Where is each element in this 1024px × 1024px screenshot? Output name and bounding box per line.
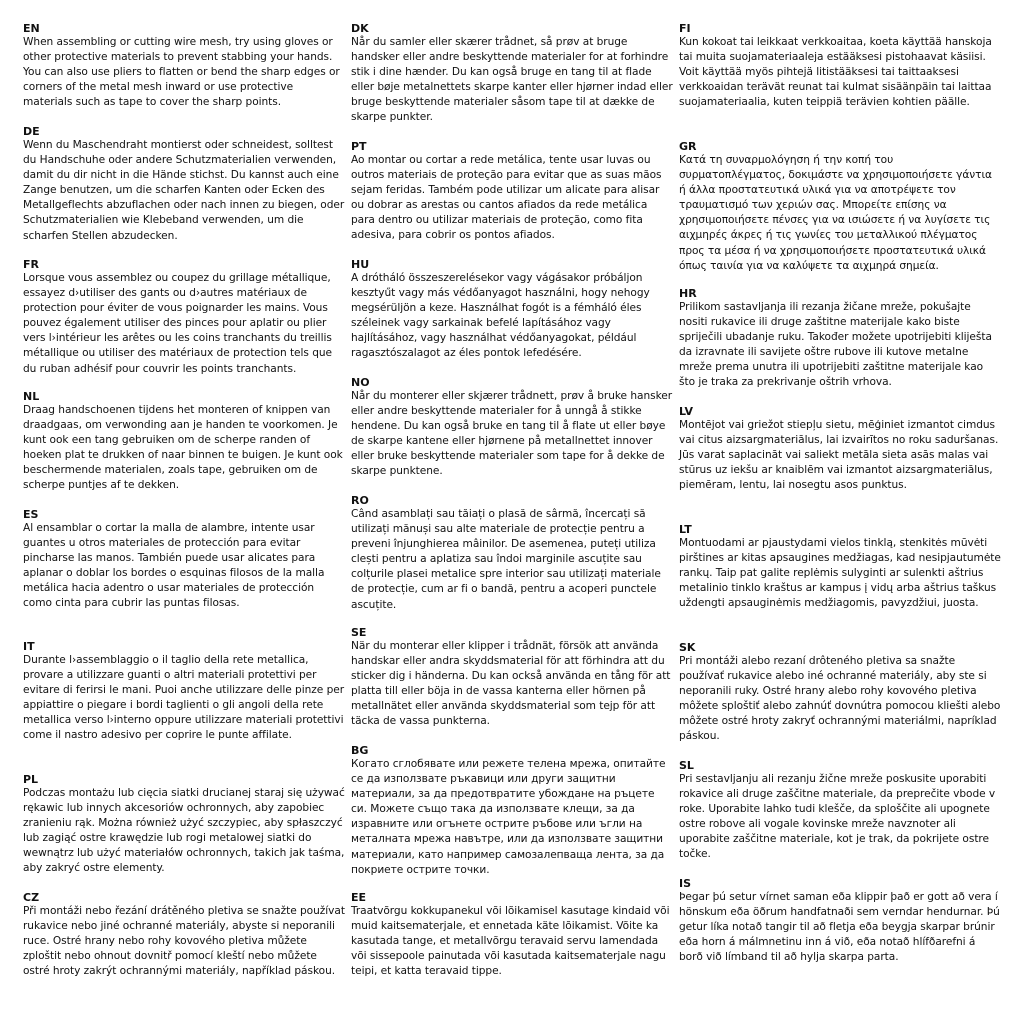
language-code-es: ES <box>23 508 39 521</box>
section-lt <box>679 523 1001 611</box>
instruction-text-sl: Pri sestavljanju ali rezanju žične mreže poskusite uporabiti rokavice ali druge zaščitne materiale, da preprečite vbode v roke. Uporabite lahko tudi klešče, da sploščite ali upognete ostre robove ali vogale kovinske mreže navznoter ali uporabite zaščitne materiale, kot je trak, da pokrijete ostre točke. <box>679 773 996 861</box>
section-es <box>23 508 345 612</box>
instruction-text-is: Þegar þú setur vírnet saman eða klippir það er gott að vera í hönskum eða öðrum handfatnaði sem verndar hendurnar. Þú getur líka notað tangir til að fletja eða beygja skarpar brúnir eða horn á málmnetinu inn á við, eða notað hlífðarefni á borð við límband til að hylja skarpa parta. <box>679 891 1000 964</box>
section-cz <box>23 891 345 979</box>
language-code-de: DE <box>23 125 40 138</box>
instruction-text-no: Når du monterer eller skjærer trådnett, prøv å bruke hansker eller andre beskyttende materialer for å unngå å stikke hendene. Du kan også bruke en tang til å flate ut eller bøye de skarpe kantene eller hjørnene på metallnettet innover eller bruke beskyttende materialer som tape for å dekke de skarpe punktene. <box>351 390 673 478</box>
language-code-pt: PT <box>351 140 367 153</box>
section-fi <box>679 22 1001 110</box>
section-hr <box>679 287 1001 391</box>
section-dk <box>351 22 673 126</box>
section-fr <box>23 258 345 377</box>
language-code-bg: BG <box>351 744 369 757</box>
language-code-lt: LT <box>679 523 692 536</box>
language-code-is: IS <box>679 877 692 890</box>
instruction-text-pt: Ao montar ou cortar a rede metálica, tente usar luvas ou outros materiais de proteção para evitar que as suas mãos sejam feridas. Também pode utilizar um alicate para alisar ou dobrar as arestas ou cantos afiados da rede metálica para dentro ou utilizar materiais de proteção, como fita adesiva, para cobrir os pontos afiados. <box>351 154 662 242</box>
section-bg <box>351 744 673 878</box>
language-code-en: EN <box>23 22 40 35</box>
language-code-pl: PL <box>23 773 39 786</box>
instruction-text-dk: Når du samler eller skærer trådnet, så prøv at bruge handsker eller andre beskyttende materialer for at forhindre stik i dine hænder. Du kan også bruge en tang til at flade eller bøje metalnettets skarpe kanter eller hjørner indad eller bruge beskyttende materialer såsom tape til at dække de skarpe punkter. <box>351 36 673 124</box>
section-en <box>23 22 345 110</box>
language-code-hr: HR <box>679 287 697 300</box>
instruction-text-it: Durante l›assemblaggio o il taglio della rete metallica, provare a utilizzare guanti o altri materiali protettivi per evitare di ferirsi le mani. Puoi anche utilizzare delle pinze per appiattire o piegare i bordi taglienti o gli angoli della rete metallica verso l›interno oppure utilizzare materiali protettivi come il nastro adesivo per coprire le punte affilate. <box>23 654 345 742</box>
section-it <box>23 640 345 744</box>
instruction-text-pl: Podczas montażu lub cięcia siatki drucianej staraj się używać rękawic lub innych akcesoriów ochronnych, aby zapobiec zranieniu rąk. Można również użyć szczypiec, aby spłaszczyć lub zagiąć ostre krawędzie lub rogi metalowej siatki do wewnątrz lub użyć materiałów ochronnych, takich jak taśma, aby zakryć ostre elementy. <box>23 787 345 875</box>
language-code-it: IT <box>23 640 35 653</box>
language-code-no: NO <box>351 376 370 389</box>
instruction-text-fi: Kun kokoat tai leikkaat verkkoaitaa, koeta käyttää hanskoja tai muita suojamateriaaleja estääksesi pistohaavat käsiisi. Voit käyttää myös pihtejä litistääksesi tai taittaaksesi verkkoaidan terävät reunat tai kulmat sisäänpäin tai laittaa suojamateriaalia, kuten teippiä terävien kohtien päälle. <box>679 36 992 109</box>
section-sk <box>679 641 1001 745</box>
instruction-text-fr: Lorsque vous assemblez ou coupez du grillage métallique, essayez d›utiliser des gants ou d›autres matériaux de protection pour éviter de vous poignarder les mains. Vous pouvez également utiliser des pinces pour aplatir ou plier vers l›intérieur les arêtes ou les coins tranchants du treillis métallique ou utiliser des matériaux de protection tels que du ruban adhésif pour couvrir les points tranchants. <box>23 272 333 375</box>
section-hu <box>351 258 673 362</box>
section-sl <box>679 759 1001 863</box>
language-code-fi: FI <box>679 22 691 35</box>
language-code-cz: CZ <box>23 891 40 904</box>
section-ee <box>351 891 673 979</box>
section-no <box>351 376 673 480</box>
language-code-ro: RO <box>351 494 369 507</box>
instruction-text-bg: Когато сглобявате или режете телена мрежа, опитайте се да използвате ръкавици или други защитни материали, за да предотвратите убождане на ръцете си. Можете също така да използвате клещи, за да изравните или огънете острите ръбове или ъгли на металната мрежа навътре, или да използвате защитни материали, като например самозалепваща лента, за да покриете острите точки. <box>351 758 666 876</box>
instruction-text-sk: Pri montáži alebo rezaní drôteného pletiva sa snažte používať rukavice alebo iné ochranné materiály, aby ste si neporanili ruky. Ostré hrany alebo rohy kovového pletiva môžete sploštiť alebo zahnúť dovnútra pomocou kliešti alebo môžete ostré hroty zakryť ochrannými materiálmi, napríklad páskou. <box>679 655 1001 743</box>
instruction-text-hr: Prilikom sastavljanja ili rezanja žičane mreže, pokušajte nositi rukavice ili druge zaštitne materijale kako biste spriječili ubadanje ruku. Također možete upotrijebiti kliješta da izravnate ili savijete oštre rubove ili kutove metalne mreže prema unutra ili upotrijebiti zaštitne materijale kao što je traka za prekrivanje oštrih vrhova. <box>679 301 992 389</box>
section-nl <box>23 390 345 494</box>
language-code-ee: EE <box>351 891 367 904</box>
section-is <box>679 877 1001 965</box>
language-code-fr: FR <box>23 258 39 271</box>
section-ro <box>351 494 673 613</box>
instruction-text-de: Wenn du Maschendraht montierst oder schneidest, solltest du Handschuhe oder andere Schutzmaterialien verwenden, damit du dir nicht in die Hände stichst. Du kannst auch eine Zange benutzen, um die scharfen Kanten oder Ecken des Metallgeflechts abzuflachen oder nach innen zu biegen, oder Schutzmaterialien wie Klebeband verwenden, um die scharfen Stellen abzudecken. <box>23 139 345 242</box>
language-code-hu: HU <box>351 258 370 271</box>
language-code-se: SE <box>351 626 367 639</box>
instruction-text-gr: Κατά τη συναρμολόγηση ή την κοπή του συρματοπλέγματος, δοκιμάστε να χρησιμοποιήσετε γάντια ή άλλα προστατευτικά υλικά για να αποτρέψετε τον τραυματισμό των χεριών σας. Μπορείτε επίσης να χρησιμοποιήσετε πένσες για να ισιώσετε ή να λυγίσετε τις αιχμηρές άκρες ή τις γωνίες του μεταλλικού πλέγματος προς τα μέσα ή να χρησιμοποιήσετε προστατευτικά υλικά όπως ταινία για να καλύψετε τα αιχμηρά σημεία. <box>679 154 992 272</box>
section-pl <box>23 773 345 877</box>
instruction-text-lv: Montējot vai griežot stiepļu sietu, mēģiniet izmantot cimdus vai citus aizsargmateriālus, lai izvairītos no roku saduršanas. Jūs varat saplacināt vai saliekt metāla sieta asās malas vai stūrus uz iekšu ar knaiblēm vai izmantot aizsargmateriālus, piemēram, lentu, lai nosegtu asos punktus. <box>679 419 999 492</box>
instruction-text-hu: A drótháló összeszerelésekor vagy vágásakor próbáljon kesztyűt vagy más védőanyagot használni, hogy nehogy megsérüljön a keze. Használhat fogót is a fémháló éles széleinek vagy sarkainak befelé lapításához vagy hajlításához, vagy használhat védőanyagokat, például ragasztószalagot az éles pontok lefedésére. <box>351 272 650 360</box>
language-code-nl: NL <box>23 390 40 403</box>
instruction-text-en: When assembling or cutting wire mesh, try using gloves or other protective materials to prevent stabbing your hands. You can also use pliers to flatten or bend the sharp edges or corners of the metal mesh inward or use protective materials such as tape to cover the sharp points. <box>23 36 340 109</box>
instruction-text-es: Al ensamblar o cortar la malla de alambre, intente usar guantes u otros materiales de protección para evitar pincharse las manos. También puede usar alicates para aplanar o doblar los bordes o esquinas filosos de la malla metálica hacia adentro o usar materiales de protección como cinta para cubrir las puntas filosas. <box>23 522 325 610</box>
section-pt <box>351 140 673 244</box>
section-de <box>23 125 345 244</box>
section-gr <box>679 140 1001 274</box>
instruction-text-se: När du monterar eller klipper i trådnät, försök att använda handskar eller andra skyddsmaterial för att förhindra att du sticker dig i händerna. Du kan också använda en tång för att platta till eller böja in de vassa kanterna eller hörnen på metallnätet eller använda skyddsmaterial som tejp för att täcka de vassa punkterna. <box>351 640 671 728</box>
section-se <box>351 626 673 730</box>
language-code-sl: SL <box>679 759 694 772</box>
instruction-text-cz: Při montáži nebo řezání drátěného pletiva se snažte používat rukavice nebo jiné ochranné materiály, abyste si neporanili ruce. Ostré hrany nebo rohy kovového pletiva můžete zploštit nebo ohnout dovnitř pomocí kleští nebo můžete ostré hroty zakrýt ochrannými materiály, například páskou. <box>23 905 345 978</box>
language-code-sk: SK <box>679 641 696 654</box>
language-code-dk: DK <box>351 22 369 35</box>
section-lv <box>679 405 1001 493</box>
instruction-text-ro: Când asamblați sau tăiați o plasă de sârmă, încercați să utilizați mănuși sau alte materiale de protecție pentru a preveni înjunghierea mâinilor. De asemenea, puteți utiliza clești pentru a aplatiza sau îndoi marginile ascuțite sau colțurile plasei metalice spre interior sau utilizați materiale de protecție, cum ar fi o bandă, pentru a acoperi punctele ascuțite. <box>351 508 661 611</box>
instruction-text-lt: Montuodami ar pjaustydami vielos tinklą, stenkitės mūvėti pirštines ar kitas apsaugines medžiagas, kad nesipjautumėte rankų. Taip pat galite replėmis sulyginti ar sulenkti aštrius metalinio tinklo kraštus ar kampus į vidų arba aštrius taškus uždengti apsauginėmis medžiagomis, pavyzdžiui, juosta. <box>679 537 1001 610</box>
instruction-text-nl: Draag handschoenen tijdens het monteren of knippen van draadgaas, om verwonding aan je handen te voorkomen. Je kunt ook een tang gebruiken om de scherpe randen of hoeken plat te drukken of naar binnen te buigen. Je kunt ook beschermende materialen, zoals tape, gebruiken om de scherpe puntjes af te dekken. <box>23 404 343 492</box>
language-code-lv: LV <box>679 405 694 418</box>
instruction-text-ee: Traatvõrgu kokkupanekul või lõikamisel kasutage kindaid või muid kaitsematerjale, et ennetada käte lõikamist. Võite ka kasutada tange, et metallvõrgu teravaid servu lamendada või sissepoole painutada või kasutada kaitsematerjale nagu teipi, et katta teravaid tippe. <box>351 905 670 978</box>
language-code-gr: GR <box>679 140 697 153</box>
